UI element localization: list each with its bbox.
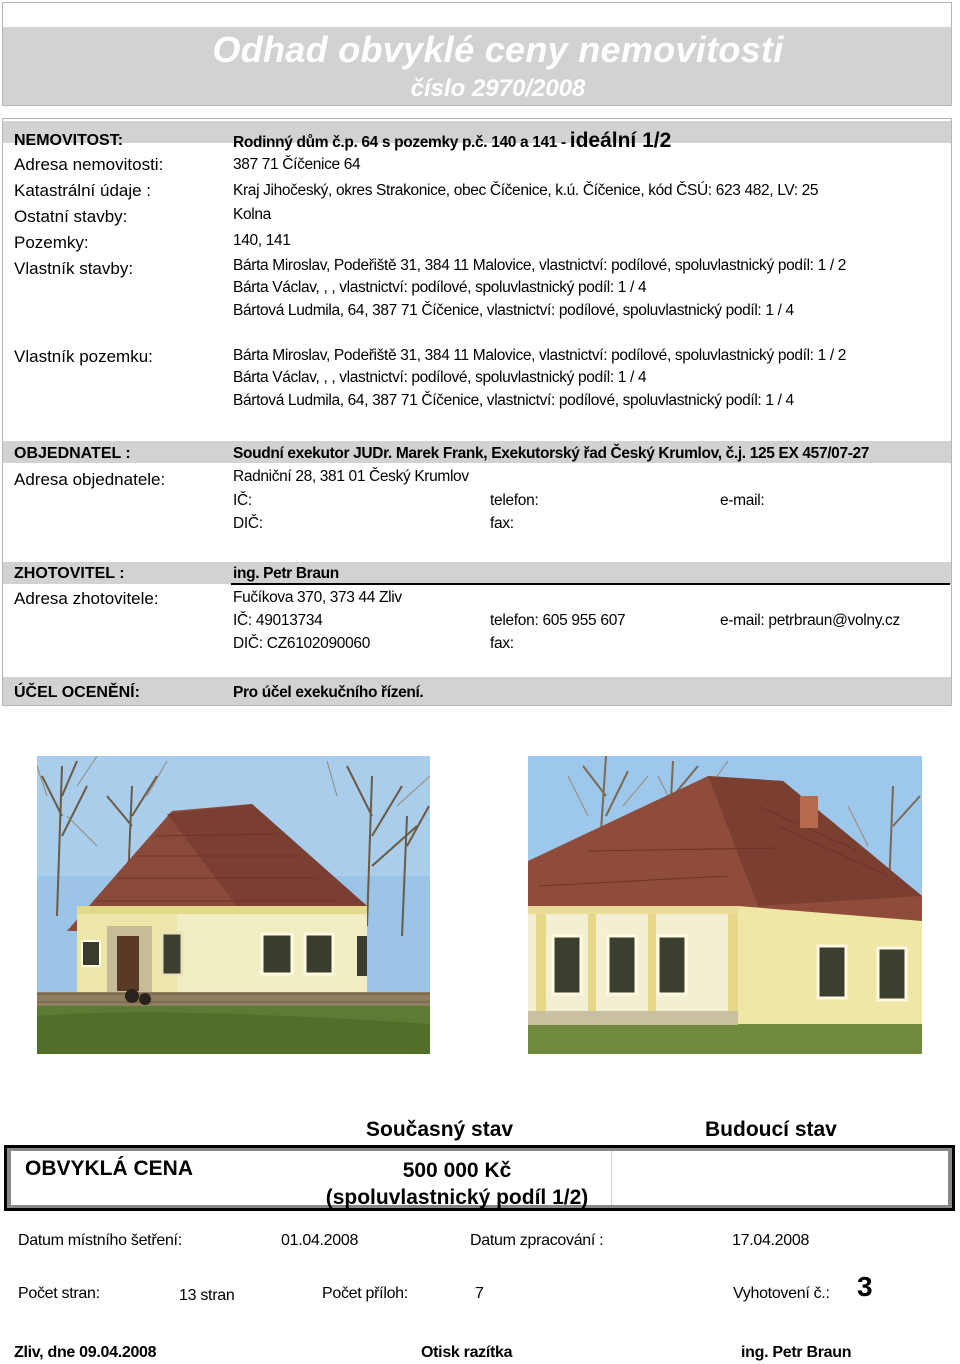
nemovitost-value: [233, 129, 671, 153]
objednatel-label: OBJEDNATEL :: [14, 445, 131, 462]
datum-setreni-label: Datum místního šetření:: [18, 1232, 182, 1249]
price-future-heading: Budoucí stav: [705, 1118, 837, 1141]
adresa-objednatele: Radniční 28, 381 01 Český Krumlov: [233, 468, 469, 485]
zhotovitel-label: ZHOTOVITEL :: [14, 565, 125, 582]
objednatel-email: e-mail:: [720, 492, 765, 509]
vlastnik-pozemku-label: Vlastník pozemku:: [14, 347, 153, 366]
objednatel-dic: DIČ:: [233, 515, 263, 532]
stavby-label: Ostatní stavby:: [14, 207, 128, 226]
document-number: číslo 2970/2008: [410, 75, 586, 102]
zhotovitel-telefon: telefon: 605 955 607: [490, 612, 626, 629]
objednatel-telefon: telefon:: [490, 492, 539, 509]
vlastnik-stavby-2: Bárta Václav, , , vlastnictví: podílové, spoluvlastnický podíl: 1 / 4: [233, 279, 647, 296]
adresa-label: Adresa nemovitosti:: [14, 155, 164, 174]
vlastnik-pozemku-2: Bárta Václav, , , vlastnictví: podílové, spoluvlastnický podíl: 1 / 4: [233, 369, 647, 386]
datum-zpracovani: 17.04.2008: [732, 1232, 810, 1249]
house-photo-corner: [528, 756, 922, 1054]
vlastnik-stavby-3: Bártová Ludmila, 64, 387 71 Číčenice, vlastnictví: podílové, spoluvlastnický podíl: 1 / 4: [233, 302, 794, 319]
price-value: [307, 1157, 607, 1211]
zhotovitel-ic: IČ: 49013734: [233, 612, 323, 629]
adresa-value: 387 71 Číčenice 64: [233, 156, 361, 173]
document-title: Odhad obvyklé ceny nemovitosti: [212, 29, 784, 70]
otisk-razitka: Otisk razítka: [421, 1344, 513, 1361]
price-current-heading: Současný stav: [366, 1118, 514, 1141]
pocet-priloh-label: Počet příloh:: [322, 1285, 408, 1302]
zhotovitel-email: e-mail: petrbraun@volny.cz: [720, 612, 900, 629]
band-zhotovitel: [3, 562, 951, 584]
zhotovitel-underline: [231, 583, 950, 585]
pocet-stran-label: Počet stran:: [18, 1285, 100, 1302]
house-photo-front: [37, 756, 430, 1054]
price-box-inner: [11, 1151, 948, 1209]
pocet-priloh: 7: [475, 1285, 484, 1302]
katastr-label: Katastrální údaje :: [14, 181, 152, 200]
katastr-value: Kraj Jihočeský, okres Strakonice, obec Číčenice, k.ú. Číčenice, kód ČSÚ: 623 482, LV: 25: [233, 182, 819, 199]
pozemky-label: Pozemky:: [14, 233, 89, 252]
house-photo-front-image: [37, 756, 430, 1054]
ideal-share: ideální 1/2: [569, 129, 672, 152]
nemovitost-text: Rodinný dům č.p. 64 s pozemky p.č. 140 a 141 -: [233, 134, 570, 151]
price-label: OBVYKLÁ CENA: [25, 1157, 194, 1180]
house-photo-corner-image: [528, 756, 922, 1054]
price-separator: [611, 1151, 612, 1205]
vlastnik-stavby-1: Bárta Miroslav, Podeřiště 31, 384 11 Malovice, vlastnictví: podílové, spoluvlastnický podíl: 1 / 2: [233, 257, 846, 274]
price-box: [4, 1145, 955, 1211]
property-info-table: [2, 118, 952, 706]
nemovitost-label: NEMOVITOST:: [14, 132, 124, 149]
vyhotoveni-label: Vyhotovení č.:: [733, 1285, 830, 1302]
podpis-zpracovatele: ing. Petr Braun: [741, 1344, 852, 1361]
vyhotoveni-number: 3: [857, 1271, 873, 1302]
price-amount: 500 000 Kč: [402, 1159, 512, 1182]
stavby-value: Kolna: [233, 206, 271, 223]
vlastnik-pozemku-3: Bártová Ludmila, 64, 387 71 Číčenice, vlastnictví: podílové, spoluvlastnický podíl: 1 / 4: [233, 392, 794, 409]
zhotovitel-name: ing. Petr Braun: [233, 565, 339, 582]
datum-setreni: 01.04.2008: [281, 1232, 359, 1249]
pozemky-value: 140, 141: [233, 232, 291, 249]
datum-zpracovani-label: Datum zpracování :: [470, 1232, 604, 1249]
price-note: (spoluvlastnický podíl 1/2): [325, 1186, 589, 1209]
pocet-stran: 13 stran: [179, 1287, 235, 1304]
objednatel-name: Soudní exekutor JUDr. Marek Frank, Exekutorský řad Český Krumlov, č.j. 125 EX 457/07-27: [233, 445, 870, 462]
zhotovitel-fax: fax:: [490, 635, 514, 652]
ucel-value: Pro účel exekučního řízení.: [233, 684, 424, 701]
band-ucel: [3, 677, 951, 705]
vlastnik-stavby-label: Vlastník stavby:: [14, 259, 134, 278]
adresa-objednatele-label: Adresa objednatele:: [14, 470, 166, 489]
document-header: [2, 2, 952, 106]
ucel-label: ÚČEL OCENĚNÍ:: [14, 684, 140, 701]
vlastnik-pozemku-1: Bárta Miroslav, Podeřiště 31, 384 11 Malovice, vlastnictví: podílové, spoluvlastnický podíl: 1 / 2: [233, 347, 846, 364]
adresa-zhotovitele-label: Adresa zhotovitele:: [14, 589, 159, 608]
objednatel-ic: IČ:: [233, 492, 252, 509]
misto-datum: Zliv, dne 09.04.2008: [14, 1344, 157, 1361]
objednatel-fax: fax:: [490, 515, 514, 532]
zhotovitel-dic: DIČ: CZ6102090060: [233, 635, 371, 652]
adresa-zhotovitele: Fučíkova 370, 373 44 Zliv: [233, 589, 402, 606]
